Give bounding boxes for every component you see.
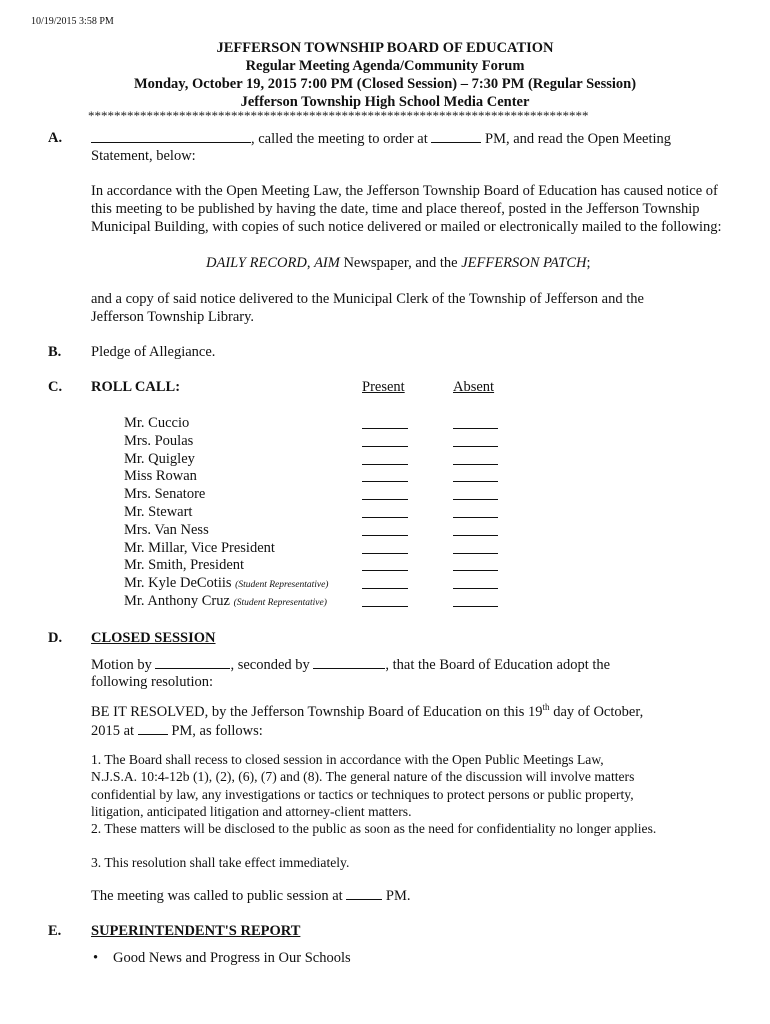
member-name: Mrs. Poulas — [124, 432, 194, 449]
pledge-text: Pledge of Allegiance. — [91, 344, 216, 360]
bullet-icon: • — [93, 950, 99, 966]
called-text: , called the meeting to order at — [251, 131, 428, 147]
absent-blank[interactable] — [453, 428, 498, 429]
member-name: Mr. Stewart — [124, 504, 193, 520]
day-of-october: day of October, — [549, 704, 644, 720]
roll-call-member — [124, 433, 193, 450]
board-title: JEFFERSON TOWNSHIP BOARD OF EDUCATION — [216, 40, 554, 56]
statement-label: Statement, below: — [91, 148, 196, 164]
paper-jefferson-patch: JEFFERSON PATCH — [461, 255, 587, 271]
resolution-item-2: 2. These matters will be disclosed to the public as soon as the need for confidentiality no longer applies. — [91, 821, 657, 836]
public-session-time-blank[interactable] — [346, 887, 382, 900]
student-rep-note: (Student Representative) — [233, 598, 327, 608]
resolution-time-blank[interactable] — [138, 722, 168, 735]
member-name: Mrs. Van Ness — [124, 521, 209, 538]
roll-call-member — [124, 540, 275, 557]
call-to-order-line — [91, 130, 671, 148]
following-resolution: following resolution: — [91, 674, 214, 690]
member-name: Miss Rowan — [124, 468, 197, 485]
member-name: Mr. Kyle DeCotiis — [124, 575, 232, 592]
absent-blank[interactable] — [453, 553, 498, 554]
present-blank[interactable] — [362, 517, 408, 518]
absent-blank[interactable] — [453, 517, 498, 518]
be-it-resolved-line — [91, 704, 643, 721]
seconded-by-blank[interactable] — [313, 656, 385, 669]
motion-by-blank[interactable] — [155, 656, 230, 669]
section-e-letter: E. — [48, 923, 62, 939]
member-name: Mrs. Senatore — [124, 486, 206, 503]
student-rep-note: (Student Representative) — [235, 580, 329, 591]
superintendent-report-title: SUPERINTENDENT'S REPORT — [91, 923, 301, 939]
present-blank[interactable] — [362, 606, 408, 607]
agenda-subtitle: Regular Meeting Agenda/Community Forum — [245, 58, 525, 74]
present-blank[interactable] — [362, 499, 408, 500]
year-at-text: 2015 at — [91, 723, 135, 739]
resolution-item-3: 3. This resolution shall take effect immediately. — [91, 855, 350, 870]
roll-call-title: ROLL CALL: — [91, 379, 181, 395]
resolved-text: BE IT RESOLVED, by the Jefferson Township Board of Education on this 19 — [91, 704, 543, 720]
member-name: Mr. Smith, President — [124, 557, 245, 574]
roll-call-member — [124, 451, 195, 468]
present-blank[interactable] — [362, 446, 408, 447]
seconded-by-text: , seconded by — [230, 657, 310, 673]
roll-call-member — [124, 468, 197, 485]
resolution-item-1: 1. The Board shall recess to closed session in accordance with the Open Public Meetings Law, N.J.S.A. 10:4-12b (1), (2), (6), (7) and (8). The general nature of the discussion will involve matters confidential by law, any investigations or tactics or techniques to protect persons or public property, litigation, anticipated litigation and attorney-client matters. — [91, 752, 635, 820]
member-name: Mr. Anthony Cruz — [124, 593, 230, 609]
section-a-letter: A. — [48, 130, 63, 146]
newspaper-and: Newspaper, and the — [339, 255, 462, 271]
present-blank[interactable] — [362, 481, 408, 482]
paper-aim: AIM — [314, 255, 340, 271]
semicolon: ; — [586, 255, 591, 271]
absent-blank[interactable] — [453, 481, 498, 482]
roll-call-member — [124, 557, 244, 574]
present-blank[interactable] — [362, 535, 408, 536]
absent-blank[interactable] — [453, 446, 498, 447]
absent-blank[interactable] — [453, 570, 498, 571]
section-b-letter: B. — [48, 344, 62, 360]
adopt-text: , that the Board of Education adopt the — [385, 657, 611, 673]
pm-text: PM. — [385, 888, 411, 904]
absent-blank[interactable] — [453, 464, 498, 465]
absent-blank[interactable] — [453, 499, 498, 500]
member-name: Mr. Quigley — [124, 450, 195, 467]
resolution-time-line — [91, 722, 263, 740]
roll-call-member — [124, 504, 192, 521]
meeting-datetime: Monday, October 19, 2015 7:00 PM (Closed Session) – 7:30 PM (Regular Session) — [133, 76, 637, 92]
present-blank[interactable] — [362, 570, 408, 571]
good-news-item: Good News and Progress in Our Schools — [113, 950, 351, 966]
pm-open-meeting-text: PM, and read the Open Meeting — [485, 131, 672, 147]
motion-line — [91, 656, 610, 674]
print-timestamp: 10/19/2015 3:58 PM — [31, 16, 114, 27]
roll-call-member — [124, 415, 189, 432]
present-blank[interactable] — [362, 588, 408, 589]
present-blank[interactable] — [362, 553, 408, 554]
presiding-officer-blank[interactable] — [91, 130, 251, 143]
closed-session-title: CLOSED SESSION — [91, 630, 216, 646]
pm-as-follows: PM, as follows: — [171, 723, 263, 739]
paper-daily-record: DAILY RECORD — [206, 255, 307, 271]
meeting-location: Jefferson Township High School Media Center — [240, 94, 530, 110]
ordinal-suffix: th — [542, 702, 550, 713]
absent-blank[interactable] — [453, 588, 498, 589]
roll-call-member — [124, 575, 328, 592]
notice-closing: and a copy of said notice delivered to the Municipal Clerk of the Township of Jefferson and the Jefferson Township Library. — [91, 291, 644, 326]
roll-call-member — [124, 522, 209, 539]
roll-call-member — [124, 486, 205, 503]
section-d-letter: D. — [48, 630, 63, 646]
present-blank[interactable] — [362, 464, 408, 465]
open-meeting-statement: In accordance with the Open Meeting Law, the Jefferson Township Board of Education has caused notice of this meeting to be published by having the date, time and place thereof, posted in the Jefferson Township Municipal Building, with copies of such notice delivered or mailed or electronically mailed to the following: — [91, 183, 722, 236]
star-divider: ***************************************************************************** — [88, 108, 589, 123]
absent-blank[interactable] — [453, 535, 498, 536]
member-name: Mr. Cuccio — [124, 415, 190, 431]
roll-call-member — [124, 593, 327, 610]
absent-blank[interactable] — [453, 606, 498, 607]
section-c-letter: C. — [48, 379, 63, 395]
public-session-line — [91, 887, 411, 905]
newspapers-line — [206, 255, 591, 272]
call-time-blank[interactable] — [431, 130, 481, 143]
comma: , — [306, 255, 315, 271]
motion-by-text: Motion by — [91, 657, 152, 673]
absent-header: Absent — [453, 379, 495, 395]
public-session-text: The meeting was called to public session at — [91, 888, 343, 904]
present-blank[interactable] — [362, 428, 408, 429]
present-header: Present — [362, 379, 405, 395]
member-name: Mr. Millar, Vice President — [124, 539, 275, 556]
